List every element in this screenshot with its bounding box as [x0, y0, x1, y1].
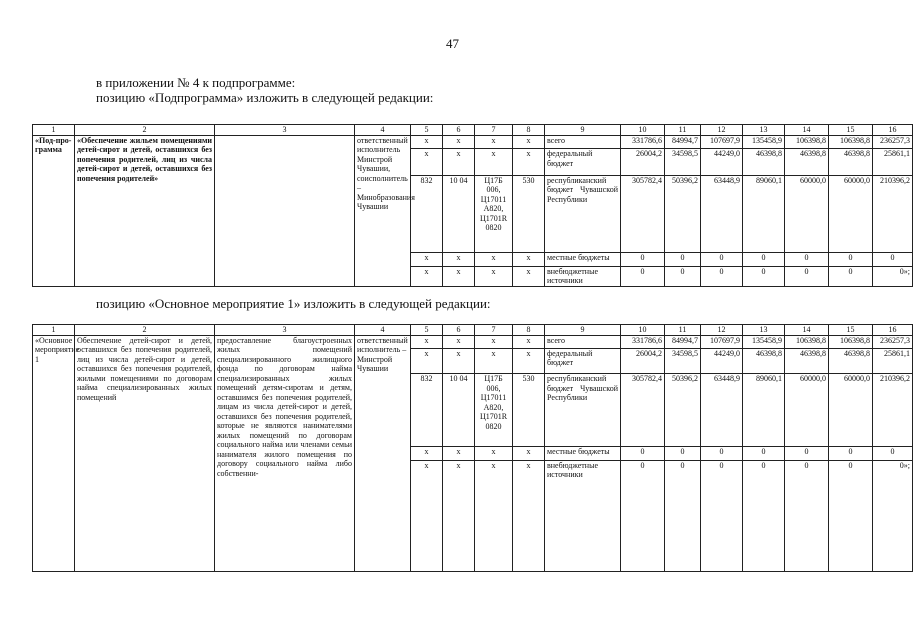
value-cell: 84994,7 [665, 135, 701, 149]
value-cell: 135458,9 [743, 335, 785, 348]
column-number: 5 [411, 325, 443, 336]
value-cell: 0 [701, 252, 743, 266]
code-cell: 10 04 [443, 175, 475, 252]
value-cell: 106398,8 [785, 135, 829, 149]
value-cell: 46398,8 [785, 149, 829, 175]
value-cell: 60000,0 [829, 175, 873, 252]
value-cell: 106398,8 [829, 135, 873, 149]
code-cell: x [475, 149, 513, 175]
value-cell: 0 [665, 447, 701, 460]
value-cell: 89060,1 [743, 175, 785, 252]
value-cell: 331786,6 [621, 135, 665, 149]
value-cell: 84994,7 [665, 335, 701, 348]
value-cell: 0 [829, 252, 873, 266]
value-cell: 0 [743, 252, 785, 266]
value-cell: 305782,4 [621, 374, 665, 447]
column-number: 9 [545, 325, 621, 336]
column-number: 6 [443, 125, 475, 136]
code-cell: x [513, 135, 545, 149]
value-cell: 60000,0 [829, 374, 873, 447]
value-cell: 63448,9 [701, 175, 743, 252]
value-cell: 0 [785, 460, 829, 571]
goal-cell: предоставление благоустроенных жилых помещений специализированного жилищного фонда по договорам найма специализированных жилых помещений детям-сиротам и детям, оставшимся без попечения родителей, лицам из числа детей-сирот и детей, оставшихся без попечения родителей, которые не являются нанимателями жилых помещений по договорам социального найма или членами семьи нанимателя жилого помещения по договору социального найма либо собственни- [215, 335, 355, 571]
column-number: 16 [873, 325, 913, 336]
value-cell: 0 [873, 447, 913, 460]
column-number: 7 [475, 125, 513, 136]
value-cell: 0 [829, 266, 873, 286]
source-cell: внебюджетные источники [545, 266, 621, 286]
value-cell: 25861,1 [873, 149, 913, 175]
value-cell: 60000,0 [785, 374, 829, 447]
code-cell: x [443, 135, 475, 149]
value-cell: 0 [743, 266, 785, 286]
source-cell: внебюджетные источники [545, 460, 621, 571]
value-cell: 0»; [873, 266, 913, 286]
value-cell: 0 [621, 460, 665, 571]
intro-line-subprogram: позицию «Подпрограмма» изложить в следующей редакции: [96, 90, 434, 105]
column-number: 14 [785, 325, 829, 336]
table-row [33, 135, 913, 149]
source-cell: республиканский бюджет Чувашской Республики [545, 374, 621, 447]
value-cell: 0 [829, 447, 873, 460]
source-cell: республиканский бюджет Чувашской Республики [545, 175, 621, 252]
value-cell: 0 [785, 447, 829, 460]
column-number: 2 [75, 125, 215, 136]
code-cell: 832 [411, 374, 443, 447]
value-cell: 44249,0 [701, 348, 743, 373]
column-number: 4 [355, 325, 411, 336]
column-number: 4 [355, 125, 411, 136]
value-cell: 0 [621, 447, 665, 460]
value-cell: 0 [665, 266, 701, 286]
value-cell: 106398,8 [785, 335, 829, 348]
value-cell: 50396,2 [665, 374, 701, 447]
column-number: 1 [33, 125, 75, 136]
value-cell: 34598,5 [665, 348, 701, 373]
column-number: 11 [665, 325, 701, 336]
code-cell: x [513, 252, 545, 266]
value-cell: 107697,9 [701, 135, 743, 149]
value-cell: 106398,8 [829, 335, 873, 348]
source-cell: всего [545, 335, 621, 348]
value-cell: 0 [665, 252, 701, 266]
subprogram-table [32, 124, 913, 287]
column-number: 2 [75, 325, 215, 336]
code-cell: x [411, 460, 443, 571]
value-cell: 0 [701, 447, 743, 460]
code-cell: x [475, 252, 513, 266]
code-cell: x [475, 447, 513, 460]
value-cell: 0 [873, 252, 913, 266]
intro-line-main-event: позицию «Основное мероприятие 1» изложить в следующей редакции: [96, 296, 491, 311]
value-cell: 135458,9 [743, 135, 785, 149]
source-cell: местные бюджеты [545, 252, 621, 266]
code-cell: x [443, 460, 475, 571]
value-cell: 0 [701, 460, 743, 571]
source-cell: всего [545, 135, 621, 149]
value-cell: 60000,0 [785, 175, 829, 252]
value-cell: 236257,3 [873, 135, 913, 149]
value-cell: 34598,5 [665, 149, 701, 175]
code-cell: Ц17Б 006, Ц17011 А820, Ц1701R 0820 [475, 374, 513, 447]
code-cell: x [475, 348, 513, 373]
value-cell: 50396,2 [665, 175, 701, 252]
name-cell: «Обеспечение жильем помещениями детей-сирот и детей, оставшихся без попечения родителей, лиц из числа детей-сирот и детей, оставшихся без попечения родителей» [75, 135, 215, 286]
code-cell: x [513, 335, 545, 348]
code-cell: 530 [513, 175, 545, 252]
column-number: 15 [829, 125, 873, 136]
code-cell: x [513, 460, 545, 571]
value-cell: 63448,9 [701, 374, 743, 447]
value-cell: 0 [621, 252, 665, 266]
column-number: 12 [701, 325, 743, 336]
column-number: 6 [443, 325, 475, 336]
code-cell: 832 [411, 175, 443, 252]
code-cell: Ц17Б 006, Ц17011 А820, Ц1701R 0820 [475, 175, 513, 252]
code-cell: x [443, 252, 475, 266]
code-cell: x [411, 348, 443, 373]
column-number: 3 [215, 125, 355, 136]
column-number: 1 [33, 325, 75, 336]
column-number: 9 [545, 125, 621, 136]
value-cell: 107697,9 [701, 335, 743, 348]
column-number: 8 [513, 125, 545, 136]
value-cell: 0 [743, 447, 785, 460]
value-cell: 26004,2 [621, 348, 665, 373]
value-cell: 0 [829, 460, 873, 571]
code-cell: x [443, 447, 475, 460]
code-cell: x [411, 135, 443, 149]
goal-cell [215, 135, 355, 286]
code-cell: x [475, 335, 513, 348]
column-number: 13 [743, 325, 785, 336]
value-cell: 46398,8 [785, 348, 829, 373]
value-cell: 305782,4 [621, 175, 665, 252]
intro-line-appendix: в приложении № 4 к подпрограмме: [96, 75, 296, 90]
column-number: 15 [829, 325, 873, 336]
table-row [33, 335, 913, 348]
source-cell: федеральный бюджет [545, 348, 621, 373]
code-cell: x [411, 149, 443, 175]
column-number: 8 [513, 325, 545, 336]
column-number: 5 [411, 125, 443, 136]
code-cell: x [411, 266, 443, 286]
value-cell: 26004,2 [621, 149, 665, 175]
column-number: 10 [621, 325, 665, 336]
code-cell: x [513, 348, 545, 373]
value-cell: 0 [785, 252, 829, 266]
code-cell: x [513, 149, 545, 175]
code-cell: 530 [513, 374, 545, 447]
value-cell: 0»; [873, 460, 913, 571]
column-number: 7 [475, 325, 513, 336]
executor-cell: ответственный исполнитель – Минстрой Чувашии [355, 335, 411, 571]
value-cell: 210396,2 [873, 374, 913, 447]
value-cell: 0 [701, 266, 743, 286]
value-cell: 210396,2 [873, 175, 913, 252]
code-cell: x [475, 266, 513, 286]
value-cell: 46398,8 [743, 348, 785, 373]
code-cell: x [411, 335, 443, 348]
column-number-row [33, 125, 913, 136]
main-event-table [32, 324, 913, 572]
value-cell: 25861,1 [873, 348, 913, 373]
value-cell: 0 [785, 266, 829, 286]
value-cell: 0 [621, 266, 665, 286]
column-number: 12 [701, 125, 743, 136]
code-cell: x [475, 135, 513, 149]
name-cell: Обеспечение детей-сирот и детей, оставшихся без попечения родителей, лиц из числа детей-сирот и детей, оставшихся без попечения родителей, жилыми помещениями по договорам найма специализированных жилых помещений [75, 335, 215, 571]
code-cell: x [513, 447, 545, 460]
column-number: 11 [665, 125, 701, 136]
column-number: 10 [621, 125, 665, 136]
page-number: 47 [446, 36, 459, 51]
code-cell: x [513, 266, 545, 286]
code-cell: x [443, 335, 475, 348]
value-cell: 44249,0 [701, 149, 743, 175]
code-cell: x [411, 447, 443, 460]
value-cell: 0 [743, 460, 785, 571]
code-cell: x [475, 460, 513, 571]
value-cell: 89060,1 [743, 374, 785, 447]
value-cell: 0 [665, 460, 701, 571]
executor-cell: ответственный исполнитель Минстрой Чувашии, соисполнитель – Минобразования Чувашии [355, 135, 411, 286]
value-cell: 46398,8 [829, 348, 873, 373]
code-cell: x [443, 149, 475, 175]
code-cell: x [443, 266, 475, 286]
value-cell: 46398,8 [829, 149, 873, 175]
column-number: 14 [785, 125, 829, 136]
code-cell: 10 04 [443, 374, 475, 447]
code-cell: x [411, 252, 443, 266]
status-cell: «Под-про-грамма [33, 135, 75, 286]
column-number: 3 [215, 325, 355, 336]
column-number: 16 [873, 125, 913, 136]
code-cell: x [443, 348, 475, 373]
value-cell: 331786,6 [621, 335, 665, 348]
value-cell: 236257,3 [873, 335, 913, 348]
source-cell: местные бюджеты [545, 447, 621, 460]
column-number-row [33, 325, 913, 336]
status-cell: «Основное мероприятие 1 [33, 335, 75, 571]
column-number: 13 [743, 125, 785, 136]
source-cell: федеральный бюджет [545, 149, 621, 175]
value-cell: 46398,8 [743, 149, 785, 175]
